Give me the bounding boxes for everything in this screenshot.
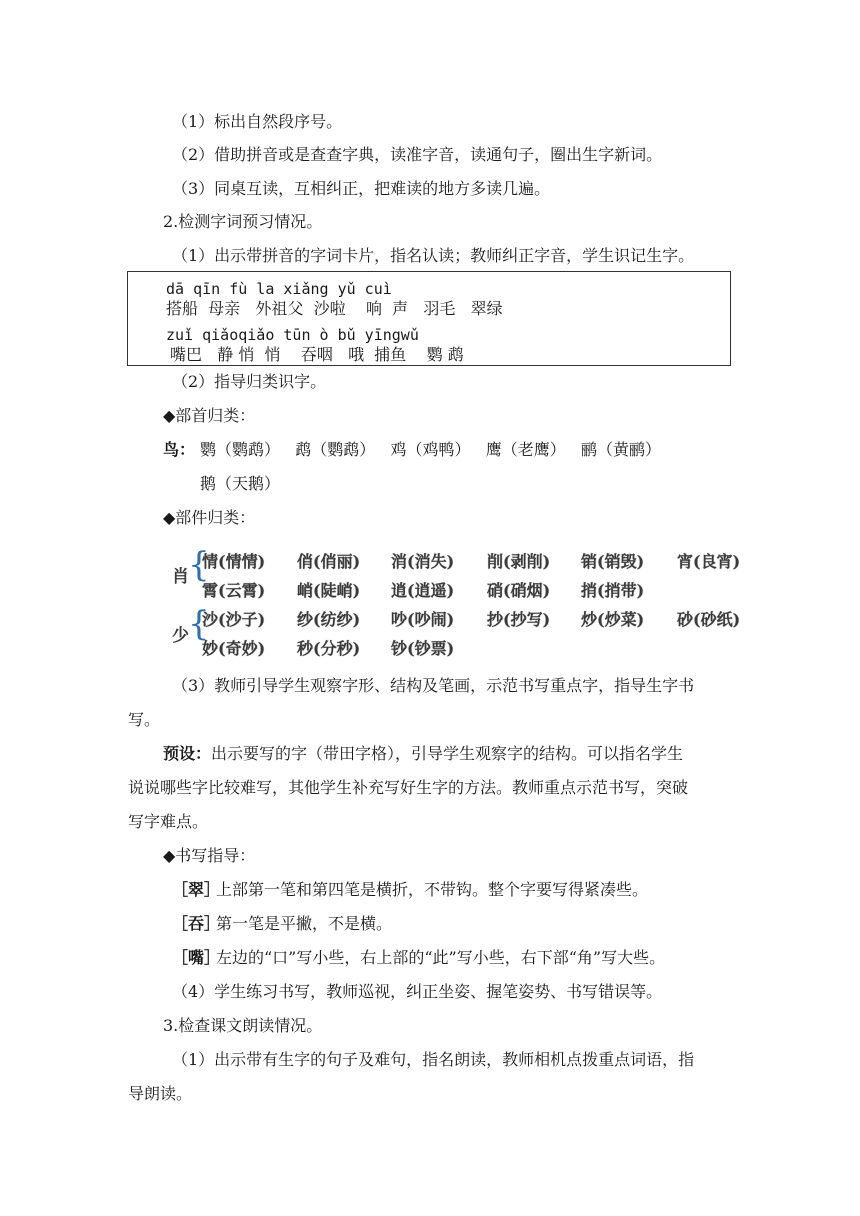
- card-row2-pinyin: zuǐ qiǎoqiǎo tūn ò bǔ yīngwǔ: [166, 326, 419, 344]
- part-chip: 纱(纺纱): [297, 610, 361, 629]
- radical-heading: ◆部首归类：: [163, 406, 256, 425]
- guide-text: 左边的“口”写小些，右上部的“此”写小些，右下部“角”写大些。: [216, 948, 666, 967]
- step-1: （1）标出自然段序号。: [172, 112, 343, 131]
- part-group-1-brace: {: [188, 545, 210, 585]
- part-chip: 俏(俏丽): [297, 552, 361, 571]
- step-2: （2）借助拼音或是查查字典，读准字音，读通句子，圈出生字新词。: [172, 145, 663, 164]
- part-chip: 砂(砂纸): [677, 610, 741, 629]
- part-chip: 妙(奇妙): [202, 639, 266, 658]
- step-2-2: （2）指导归类识字。: [172, 372, 327, 391]
- part-chip: 吵(吵闹): [391, 610, 455, 629]
- writing-heading: ◆书写指导：: [163, 846, 256, 865]
- step-3: （3）同桌互读，互相纠正，把难读的地方多读几遍。: [172, 179, 551, 198]
- part-group-2-brace: {: [188, 604, 210, 644]
- part-chip: 霄(云霄): [202, 581, 266, 600]
- part-chip: 逍(逍遥): [391, 581, 455, 600]
- section-3-heading: 3.检查课文朗读情况。: [163, 1016, 323, 1035]
- step-3-1-line2: 导朗读。: [128, 1084, 193, 1103]
- part-chip: 消(消失): [391, 552, 455, 571]
- part-group-1-side: 肖: [172, 567, 189, 587]
- card-row1-words: 搭船 母亲 外祖父 沙啦 响 声 羽毛 翠绿: [166, 299, 503, 318]
- part-chip: 硝(硝烟): [487, 581, 551, 600]
- preset-line1: 出示要写的字（带田字格），引导学生观察字的结构。可以指名学生: [211, 744, 684, 763]
- part-chip: 宵(良宵): [677, 552, 741, 571]
- part-chip: 炒(炒菜): [581, 610, 645, 629]
- part-chip: 沙(沙子): [202, 610, 266, 629]
- step-2-4: （4）学生练习书写，教师巡视，纠正坐姿、握笔姿势、书写错误等。: [172, 982, 663, 1001]
- preset-line3: 写字难点。: [128, 812, 209, 831]
- part-group-2-side: 少: [172, 626, 189, 646]
- step-2-3-line1: （3）教师引导学生观察字形、结构及笔画，示范书写重点字，指导生字书: [172, 676, 695, 695]
- guide-text: 第一笔是平撇，不是横。: [216, 914, 393, 933]
- part-chip: 捎(捎带): [581, 581, 645, 600]
- part-chip: 情(情情): [202, 552, 266, 571]
- guide-char: ［嘴］: [172, 948, 221, 967]
- part-chip: 钞(钞票): [391, 639, 455, 658]
- preset-label: 预设：: [163, 744, 212, 763]
- card-row1-pinyin: dā qīn fù la xiǎng yǔ cuì: [166, 280, 392, 298]
- pinyin-card: [127, 271, 731, 366]
- part-chip: 削(剥削): [487, 552, 551, 571]
- part-heading: ◆部件归类：: [163, 508, 256, 527]
- part-chip: 秒(分秒): [297, 639, 361, 658]
- radical-line-1: 鹦（鹦鹉） 鹉（鹦鹉） 鸡（鸡鸭） 鹰（老鹰） 鹂（黄鹂）: [200, 440, 662, 459]
- guide-char: ［吞］: [172, 914, 221, 933]
- guide-char: ［翠］: [172, 880, 221, 899]
- guide-text: 上部第一笔和第四笔是横折，不带钩。整个字要写得紧凑些。: [216, 880, 649, 899]
- step-2-1: （1）出示带拼音的字词卡片，指名认读；教师纠正字音，学生识记生字。: [172, 246, 695, 265]
- radical-label: 鸟：: [163, 440, 196, 459]
- card-row2-words: 嘴巴 静 悄 悄 吞咽 哦 捕鱼 鹦 鹉: [170, 345, 464, 364]
- part-chip: 抄(抄写): [487, 610, 551, 629]
- radical-line-2: 鹅（天鹅）: [200, 474, 281, 493]
- section-2-heading: 2.检测字词预习情况。: [163, 212, 323, 231]
- step-2-3-line2: 写。: [128, 710, 161, 729]
- part-chip: 峭(陡峭): [297, 581, 361, 600]
- step-3-1-line1: （1）出示带有生字的句子及难句，指名朗读，教师相机点拨重点词语，指: [172, 1050, 695, 1069]
- preset-line2: 说说哪些字比较难写，其他学生补充写好生字的方法。教师重点示范书写，突破: [128, 778, 689, 797]
- part-chip: 销(销毁): [581, 552, 645, 571]
